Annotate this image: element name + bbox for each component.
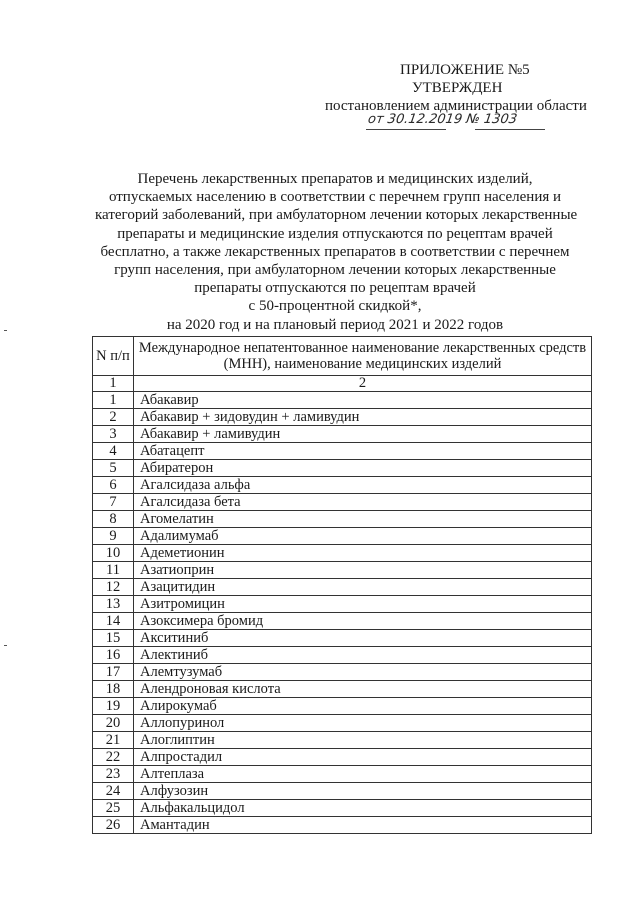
title-line: на 2020 год и на плановый период 2021 и 2022 годов (166, 316, 504, 333)
drug-name: Абакавир (134, 392, 592, 409)
table-row (93, 477, 592, 494)
drug-name: Алемтузумаб (134, 664, 592, 681)
handwritten-date-number: от 30.12.2019 № 1303 (366, 112, 519, 127)
table-row (93, 647, 592, 664)
drug-name: Адалимумаб (134, 528, 592, 545)
date-underline (366, 129, 446, 130)
row-number: 20 (93, 715, 134, 732)
row-number: 14 (93, 613, 134, 630)
row-number: 10 (93, 545, 134, 562)
column-index: 1 (93, 376, 134, 392)
table-row (93, 494, 592, 511)
row-number: 18 (93, 681, 134, 698)
column-index-row (93, 376, 592, 392)
table-row (93, 596, 592, 613)
table-row (93, 766, 592, 783)
row-number: 4 (93, 443, 134, 460)
row-number: 17 (93, 664, 134, 681)
table-row (93, 630, 592, 647)
row-number: 26 (93, 817, 134, 834)
drug-name: Амантадин (134, 817, 592, 834)
title-line: препараты отпускаются по рецептам врачей (194, 280, 476, 297)
drug-name: Альфакальцидол (134, 800, 592, 817)
drug-name: Абакавир + зидовудин + ламивудин (134, 409, 592, 426)
col-header-number: N п/п (93, 337, 134, 376)
drug-list-table (92, 336, 592, 834)
title-line: бесплатно, а также лекарственных препаратов в соответствии с перечнем (100, 243, 570, 260)
title-line: препараты и медицинские изделия отпускаются по рецептам врачей (117, 225, 553, 242)
table-row (93, 443, 592, 460)
title-line: Перечень лекарственных препаратов и медицинских изделий, (137, 171, 533, 187)
table-row (93, 460, 592, 477)
row-number: 9 (93, 528, 134, 545)
drug-name: Агалсидаза бета (134, 494, 592, 511)
row-number: 24 (93, 783, 134, 800)
row-number: 12 (93, 579, 134, 596)
table-row (93, 409, 592, 426)
row-number: 11 (93, 562, 134, 579)
drug-name: Акситиниб (134, 630, 592, 647)
table-row (93, 800, 592, 817)
table-header-row (93, 337, 592, 376)
margin-mark (4, 330, 7, 331)
drug-name: Азитромицин (134, 596, 592, 613)
table-row (93, 545, 592, 562)
drug-name: Азоксимера бромид (134, 613, 592, 630)
number-underline (475, 129, 545, 130)
table-row (93, 715, 592, 732)
title-line: с 50-процентной скидкой*, (248, 298, 422, 315)
drug-name: Аллопуринол (134, 715, 592, 732)
row-number: 13 (93, 596, 134, 613)
row-number: 15 (93, 630, 134, 647)
approved-label: УТВЕРЖДЕН (412, 80, 503, 96)
row-number: 21 (93, 732, 134, 749)
table-row (93, 426, 592, 443)
table-row (93, 698, 592, 715)
drug-name: Алирокумаб (134, 698, 592, 715)
row-number: 7 (93, 494, 134, 511)
table-row (93, 749, 592, 766)
appendix-number: ПРИЛОЖЕНИЕ №5 (400, 62, 530, 78)
drug-name: Агомелатин (134, 511, 592, 528)
drug-name: Алоглиптин (134, 732, 592, 749)
margin-mark (4, 645, 7, 646)
drug-name: Азатиоприн (134, 562, 592, 579)
table-row (93, 528, 592, 545)
row-number: 19 (93, 698, 134, 715)
table-row (93, 681, 592, 698)
drug-name: Алпростадил (134, 749, 592, 766)
row-number: 5 (93, 460, 134, 477)
drug-name: Алендроновая кислота (134, 681, 592, 698)
row-number: 3 (93, 426, 134, 443)
drug-name: Азацитидин (134, 579, 592, 596)
table-row (93, 783, 592, 800)
document-title (95, 170, 578, 334)
decree-label: постановлением администрации области (325, 98, 587, 114)
row-number: 8 (93, 511, 134, 528)
row-number: 23 (93, 766, 134, 783)
row-number: 25 (93, 800, 134, 817)
title-line: категорий заболеваний, при амбулаторном лечении которых лекарственные (95, 207, 578, 224)
row-number: 1 (93, 392, 134, 409)
drug-name: Адеметионин (134, 545, 592, 562)
drug-name: Алектиниб (134, 647, 592, 664)
table-row (93, 732, 592, 749)
col-header-name: Международное непатентованное наименование лекарственных средств (МНН), наименование медицинских изделий (134, 337, 592, 376)
table-row (93, 579, 592, 596)
title-line: отпускаемых населению в соответствии с перечнем групп населения и (108, 189, 562, 206)
drug-name: Алфузозин (134, 783, 592, 800)
title-line: групп населения, при амбулаторном лечении которых лекарственные (114, 262, 556, 279)
table-row (93, 392, 592, 409)
drug-name: Абатацепт (134, 443, 592, 460)
row-number: 22 (93, 749, 134, 766)
row-number: 2 (93, 409, 134, 426)
row-number: 6 (93, 477, 134, 494)
drug-name: Алтеплаза (134, 766, 592, 783)
row-number: 16 (93, 647, 134, 664)
table-row (93, 817, 592, 834)
drug-name: Абиратерон (134, 460, 592, 477)
drug-name: Агалсидаза альфа (134, 477, 592, 494)
table-row (93, 511, 592, 528)
column-index: 2 (134, 376, 592, 392)
table-row (93, 562, 592, 579)
drug-name: Абакавир + ламивудин (134, 426, 592, 443)
table-row (93, 613, 592, 630)
table-row (93, 664, 592, 681)
